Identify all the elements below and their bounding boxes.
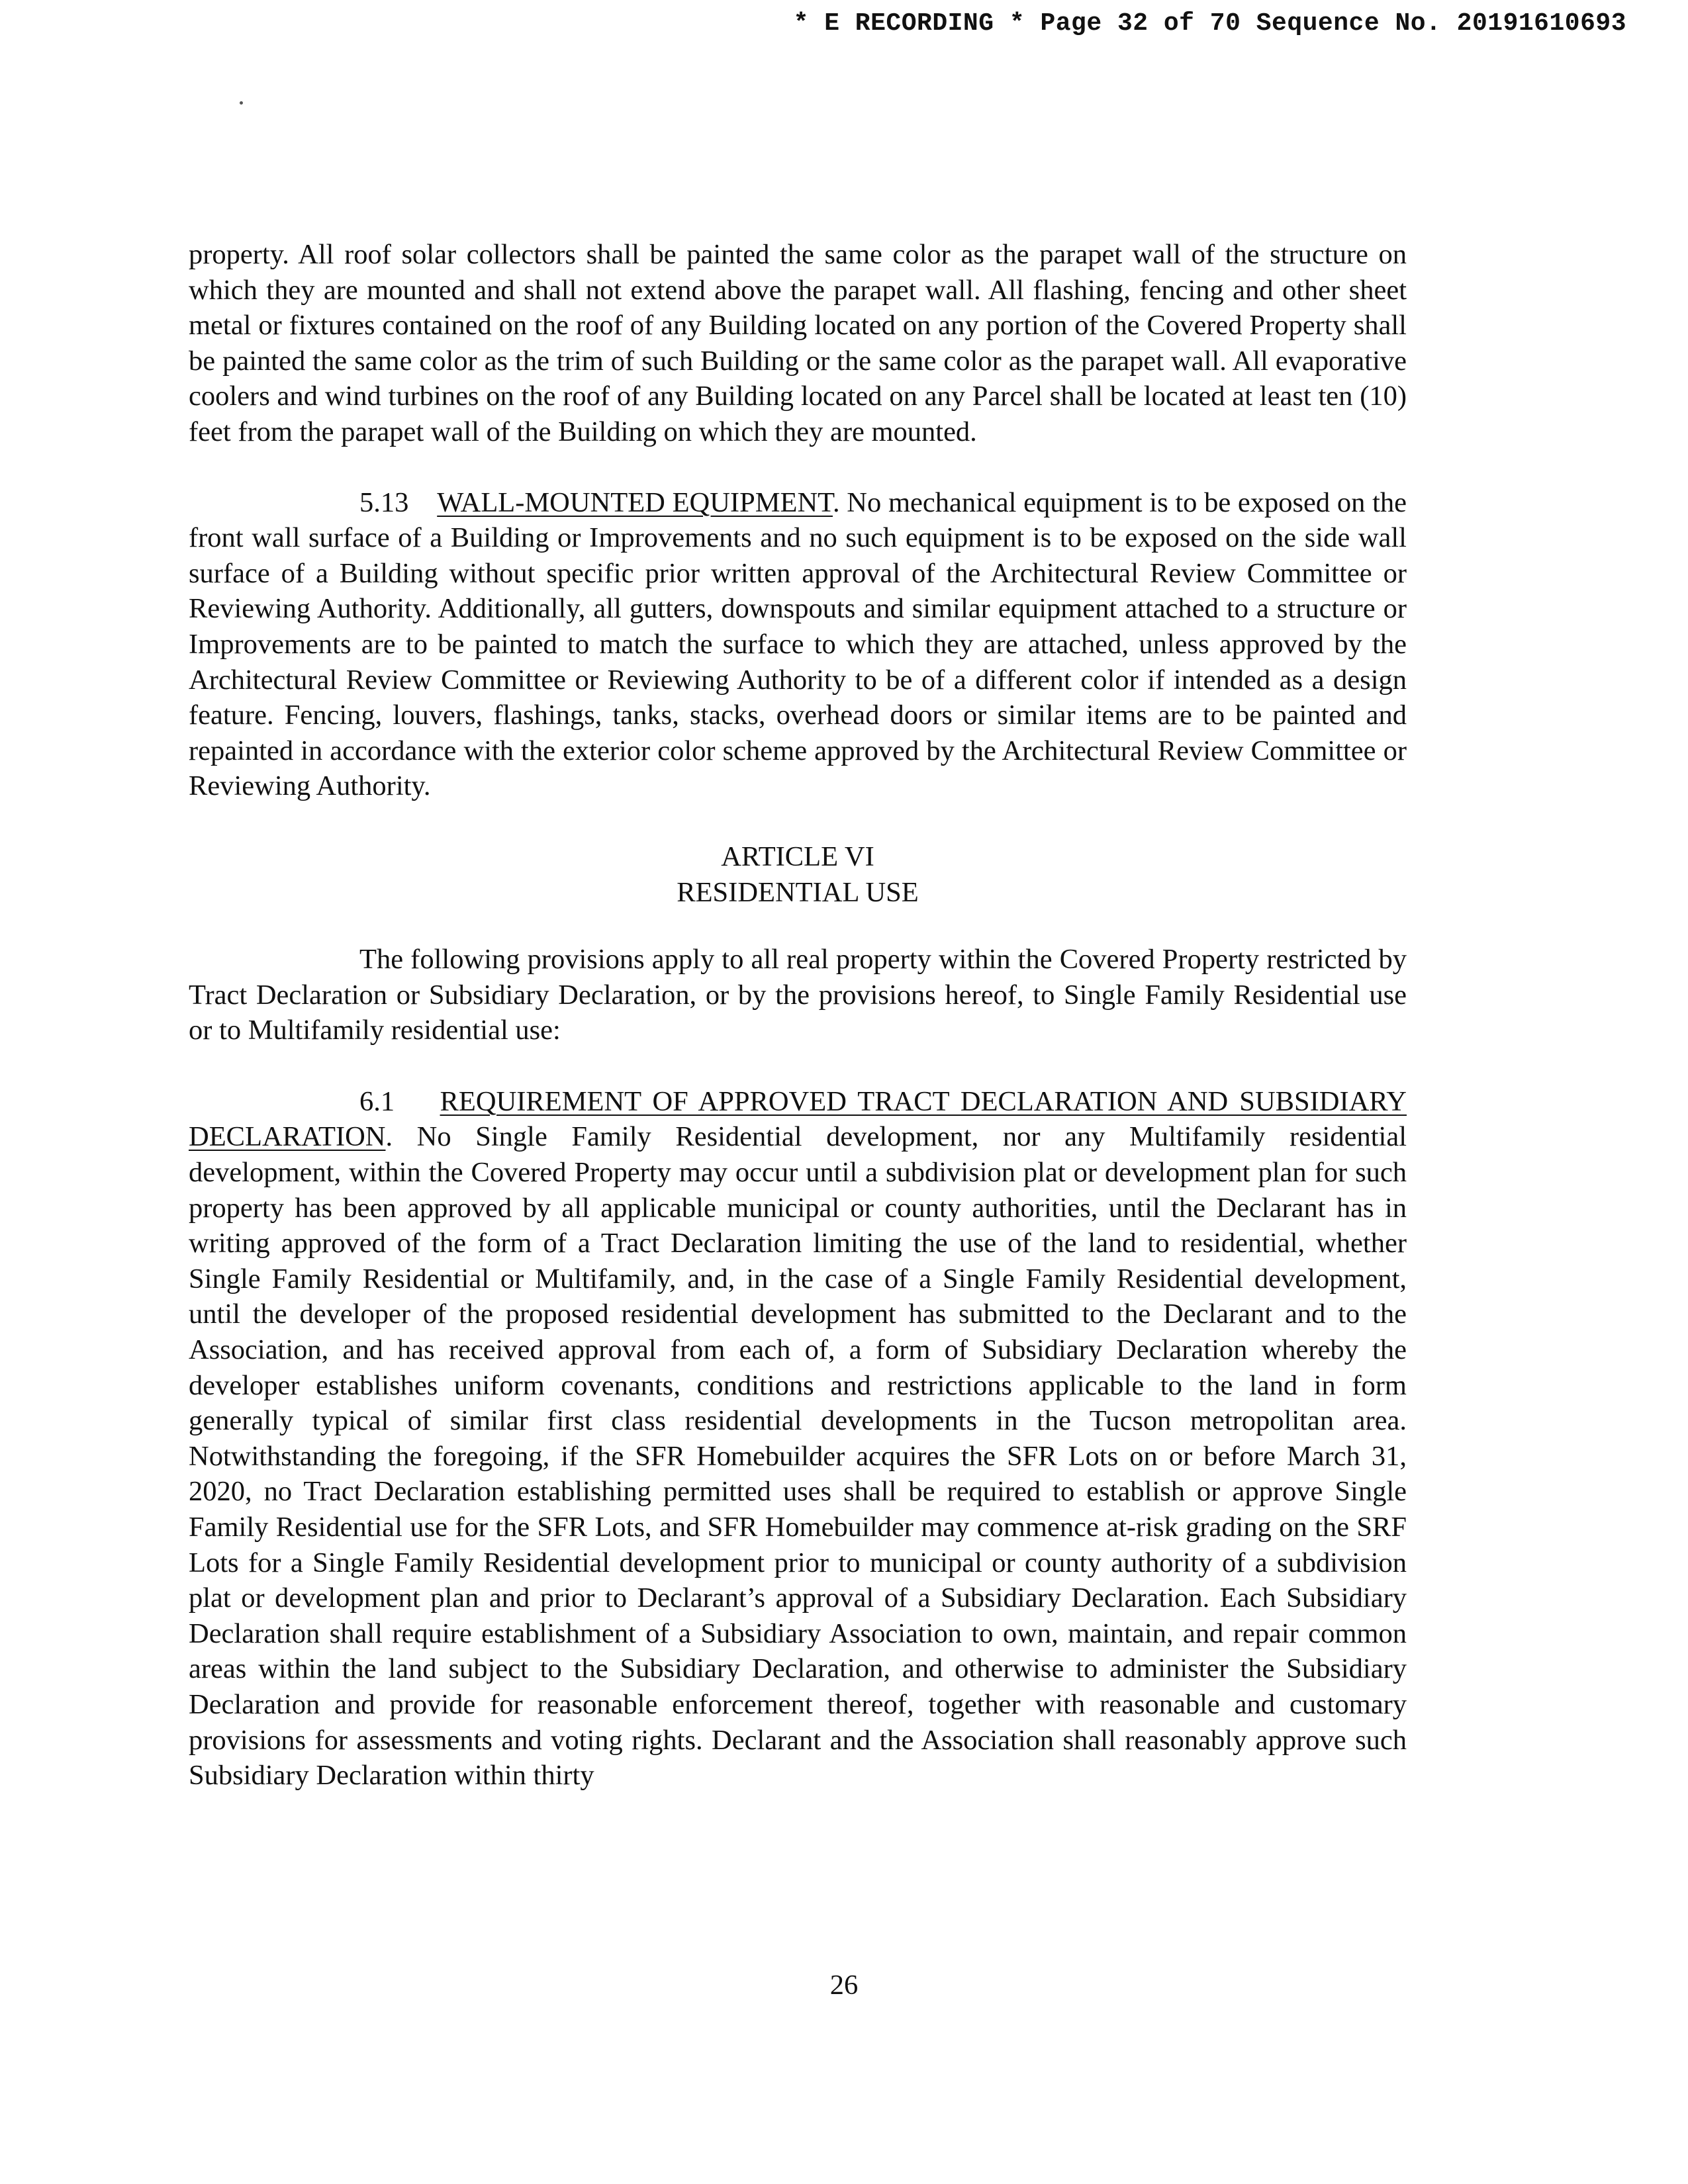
article-title: RESIDENTIAL USE	[677, 876, 919, 908]
section-5-13-title: WALL-MOUNTED EQUIPMENT	[437, 486, 833, 518]
section-5-13-text: No mechanical equipment is to be exposed on the front wall surface of a Building or Improvements and no such equipment is to be exposed on the side wall surface of a Building without specific prior written approval of the Architectural Review Committee or Reviewing Authority. Additionally, all gutters, downspouts and similar equipment attached to a structure or Improvements are to be painted to match the surface to which they are attached, unless approved by the Architectural Review Committee or Reviewing Authority to be of a different color if intended as a design feature. Fencing, louvers, flashings, tanks, stacks, overhead doors or similar items are to be painted and repainted in accordance with the exterior color scheme approved by the Architectural Review Committee or Reviewing Authority.	[189, 486, 1407, 802]
section-5-13-number: 5.13	[359, 486, 409, 518]
page-number: 26	[829, 1970, 859, 2001]
section-6-1-number: 6.1	[359, 1085, 395, 1117]
section-5-13-paragraph	[189, 485, 1407, 804]
recording-header: * E RECORDING * Page 32 of 70 Sequence No. 20191610693	[793, 9, 1626, 38]
section-5-13-title-punct: .	[832, 486, 840, 518]
article-heading	[189, 839, 1407, 910]
section-6-1-paragraph	[189, 1084, 1407, 1794]
continuation-paragraph: property. All roof solar collectors shall be painted the same color as the parapet wall of the structure on which they are mounted and shall not extend above the parapet wall. All flashing, fencing and other sheet metal or fixtures contained on the roof of any Building located on any portion of the Covered Property shall be painted the same color as the trim of such Building or the same color as the parapet wall. All evaporative coolers and wind turbines on the roof of any Building located on any Parcel shall be located at least ten (10) feet from the parapet wall of the Building on which they are mounted.	[189, 239, 1407, 447]
document-body	[189, 237, 1407, 1794]
section-6-1-text: No Single Family Residential development, nor any Multifamily residential development, within the Covered Property may occur until a subdivision plat or development plan for such property has been approved by all applicable municipal or county authorities, until the Declarant has in writing approved of the form of a Tract Declaration limiting the use of the land to residential, whether Single Family Residential or Multifamily, and, in the case of a Single Family Residential development, until the developer of the proposed residential development has submitted to the Declarant and to the Association, and has received approval from each of, a form of Subsidiary Declaration whereby the developer establishes uniform covenants, conditions and restrictions applicable to the land in form generally typical of similar first class residential developments in the Tucson metropolitan area. Notwithstanding the foregoing, if the SFR Homebuilder acquires the SFR Lots on or before March 31, 2020, no Tract Declaration establishing permitted uses shall be required to establish or approve Single Family Residential use for the SFR Lots, and SFR Homebuilder may commence at-risk grading on the SRF Lots for a Single Family Residential development prior to municipal or county authority of a subdivision plat or development plan and prior to Declarant’s approval of a Subsidiary Declaration. Each Subsidiary Declaration shall require establishment of a Subsidiary Association to own, maintain, and repair common areas within the land subject to the Subsidiary Declaration, and otherwise to administer the Subsidiary Declaration and provide for reasonable enforcement thereof, together with reasonable and customary provisions for assessments and voting rights. Declarant and the Association shall reasonably approve such Subsidiary Declaration within thirty	[189, 1121, 1407, 1792]
scan-speck	[240, 101, 243, 105]
section-6-1-title: REQUIREMENT OF APPROVED TRACT DECLARATION AND SUBSIDIARY DECLARATION	[189, 1085, 1407, 1153]
intro-paragraph: The following provisions apply to all real property within the Covered Property restricted by Tract Declaration or Subsidiary Declaration, or by the provisions hereof, to Single Family Residential use or to Multifamily residential use:	[189, 944, 1407, 1046]
section-6-1-title-punct: .	[385, 1121, 393, 1153]
article-number: ARTICLE VI	[721, 841, 874, 872]
